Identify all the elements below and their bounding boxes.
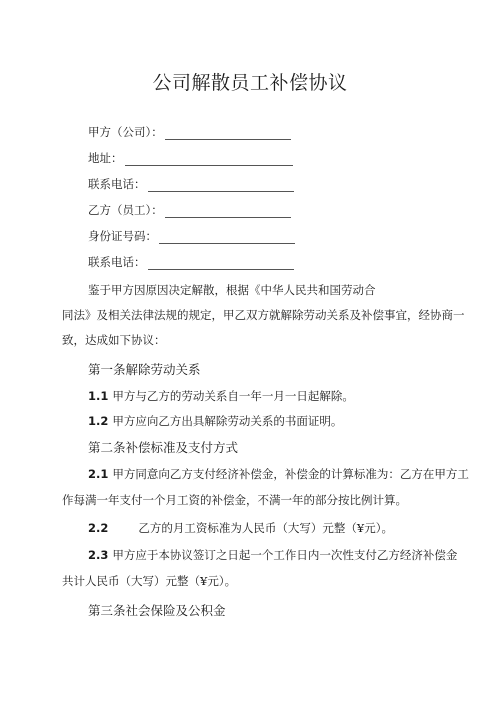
phone-a-field <box>88 176 294 192</box>
clause-2-2 <box>88 520 476 536</box>
clause-number: 1.2 <box>88 414 109 428</box>
clause-text: 甲方同意向乙方支付经济补偿金，补偿金的计算标准为：乙方在甲方工 <box>112 467 469 481</box>
section-1-heading: 第一条解除劳动关系 <box>88 362 201 377</box>
clause-number: 1.1 <box>88 389 109 403</box>
address-field <box>88 150 293 166</box>
id-number-field <box>88 228 295 244</box>
clause-number: 2.2 <box>88 521 109 535</box>
id-number-blank[interactable] <box>159 231 295 244</box>
clause-2-3-line-1 <box>88 547 476 563</box>
section-2-heading: 第二条补偿标准及支付方式 <box>88 440 239 455</box>
phone-a-blank[interactable] <box>148 179 294 192</box>
clause-2-1-line-2: 作每满一年支付一个月工资的补偿金，不满一年的部分按比例计算。 <box>62 493 407 507</box>
clause-2-1-line-1 <box>88 466 476 482</box>
phone-b-blank[interactable] <box>148 257 294 270</box>
clause-text: 甲方应于本协议签订之日起一个工作日内一次性支付乙方经济补偿金 <box>112 548 458 562</box>
address-blank[interactable] <box>125 153 293 166</box>
clause-1-2 <box>88 413 476 429</box>
party-a-blank[interactable] <box>165 127 291 140</box>
party-b-field <box>88 202 291 218</box>
section-3-heading: 第三条社会保险及公积金 <box>88 603 226 618</box>
party-b-blank[interactable] <box>165 205 291 218</box>
intro-line-2: 同法》及相关法律法规的规定，甲乙双方就解除劳动关系及补偿事宜，经协商一 <box>62 308 465 322</box>
party-a-field <box>88 124 291 140</box>
phone-a-label: 联系电话： <box>88 177 146 191</box>
address-label: 地址： <box>88 151 123 165</box>
intro-line-3: 致，达成如下协议： <box>62 333 166 347</box>
phone-b-label: 联系电话： <box>88 255 146 269</box>
party-b-label: 乙方（员工）： <box>88 203 163 217</box>
clause-2-3-line-2: 共计人民币（大写）元整（¥元）。 <box>62 574 237 588</box>
party-a-label: 甲方（公司）： <box>88 125 163 139</box>
clause-text: 甲方应向乙方出具解除劳动关系的书面证明。 <box>112 414 343 428</box>
document-title: 公司解散员工补偿协议 <box>152 72 348 94</box>
clause-text: 乙方的月工资标准为人民币（大写）元整（¥元）。 <box>138 521 393 535</box>
clause-text: 甲方与乙方的劳动关系自一年一月一日起解除。 <box>112 389 354 403</box>
id-number-label: 身份证号码： <box>88 229 157 243</box>
intro-line-1: 鉴于甲方因原因决定解散，根据《中华人民共和国劳动合 <box>88 283 376 297</box>
phone-b-field <box>88 254 294 270</box>
clause-1-1 <box>88 388 476 404</box>
clause-number: 2.3 <box>88 548 109 562</box>
clause-number: 2.1 <box>88 467 109 481</box>
